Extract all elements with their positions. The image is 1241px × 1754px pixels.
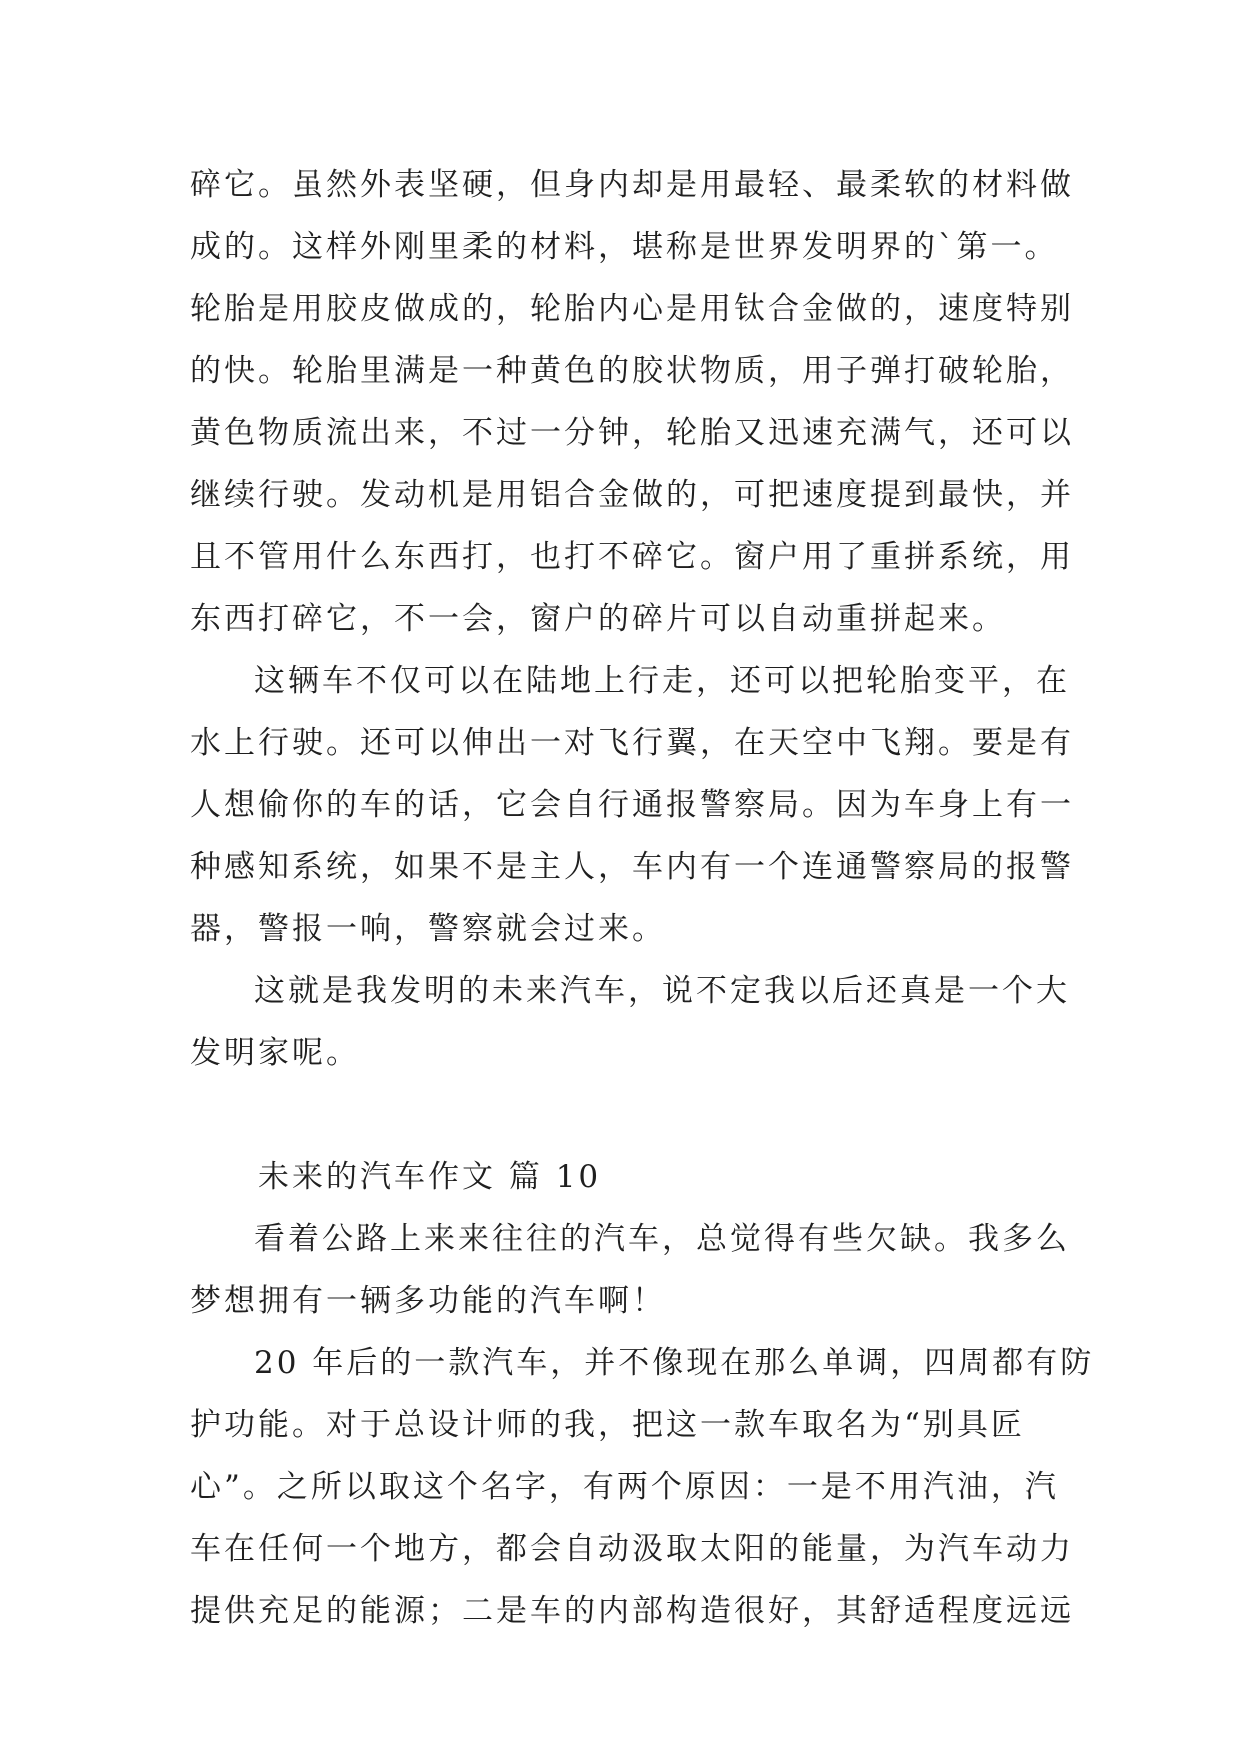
section-heading: 未来的汽车作文 篇 10 [258, 1159, 602, 1195]
text-line: 发明家呢。 [190, 1035, 360, 1071]
text-line: 梦想拥有一辆多功能的汽车啊！ [190, 1283, 666, 1319]
text-line: 东西打碎它，不一会，窗户的碎片可以自动重拼起来。 [190, 601, 1006, 637]
text-line: 且不管用什么东西打，也打不碎它。窗户用了重拼系统，用 [190, 539, 1074, 575]
document-page [190, 154, 1095, 1642]
text-line: 车在任何一个地方，都会自动汲取太阳的能量，为汽车动力 [190, 1531, 1074, 1567]
paragraph-1 [190, 154, 1074, 650]
text-line: 心”。之所以取这个名字，有两个原因：一是不用汽油，汽 [190, 1469, 1059, 1505]
text-line: 的快。轮胎里满是一种黄色的胶状物质，用子弹打破轮胎， [190, 353, 1074, 389]
text-line: 水上行驶。还可以伸出一对飞行翼，在天空中飞翔。要是有 [190, 725, 1074, 761]
text-line: 成的。这样外刚里柔的材料，堪称是世界发明界的`第一。 [190, 229, 1059, 265]
text-line: 这就是我发明的未来汽车，说不定我以后还真是一个大 [254, 973, 1070, 1009]
text-line: 轮胎是用胶皮做成的，轮胎内心是用钛合金做的，速度特别 [190, 291, 1074, 327]
section-spacer [190, 1084, 1070, 1146]
text-line: 护功能。对于总设计师的我，把这一款车取名为“别具匠 [190, 1407, 1025, 1443]
text-line: 黄色物质流出来，不过一分钟，轮胎又迅速充满气，还可以 [190, 415, 1074, 451]
text-line: 种感知系统，如果不是主人，车内有一个连通警察局的报警 [190, 849, 1074, 885]
text-line: 碎它。虽然外表坚硬，但身内却是用最轻、最柔软的材料做 [190, 167, 1074, 203]
text-line: 人想偷你的车的话，它会自行通报警察局。因为车身上有一 [190, 787, 1074, 823]
text-line: 提供充足的能源；二是车的内部构造很好，其舒适程度远远 [190, 1593, 1074, 1629]
text-line: 器，警报一响，警察就会过来。 [190, 911, 666, 947]
text-line: 看着公路上来来往往的汽车，总觉得有些欠缺。我多么 [254, 1221, 1070, 1257]
text-line: 继续行驶。发动机是用铝合金做的，可把速度提到最快，并 [190, 477, 1074, 513]
paragraph-4 [190, 1208, 1070, 1332]
paragraph-5 [190, 1332, 1095, 1642]
paragraph-2 [190, 650, 1074, 960]
text-line: 20 年后的一款汽车，并不像现在那么单调，四周都有防 [254, 1345, 1095, 1381]
paragraph-3 [190, 960, 1070, 1084]
text-line: 这辆车不仅可以在陆地上行走，还可以把轮胎变平，在 [254, 663, 1070, 699]
